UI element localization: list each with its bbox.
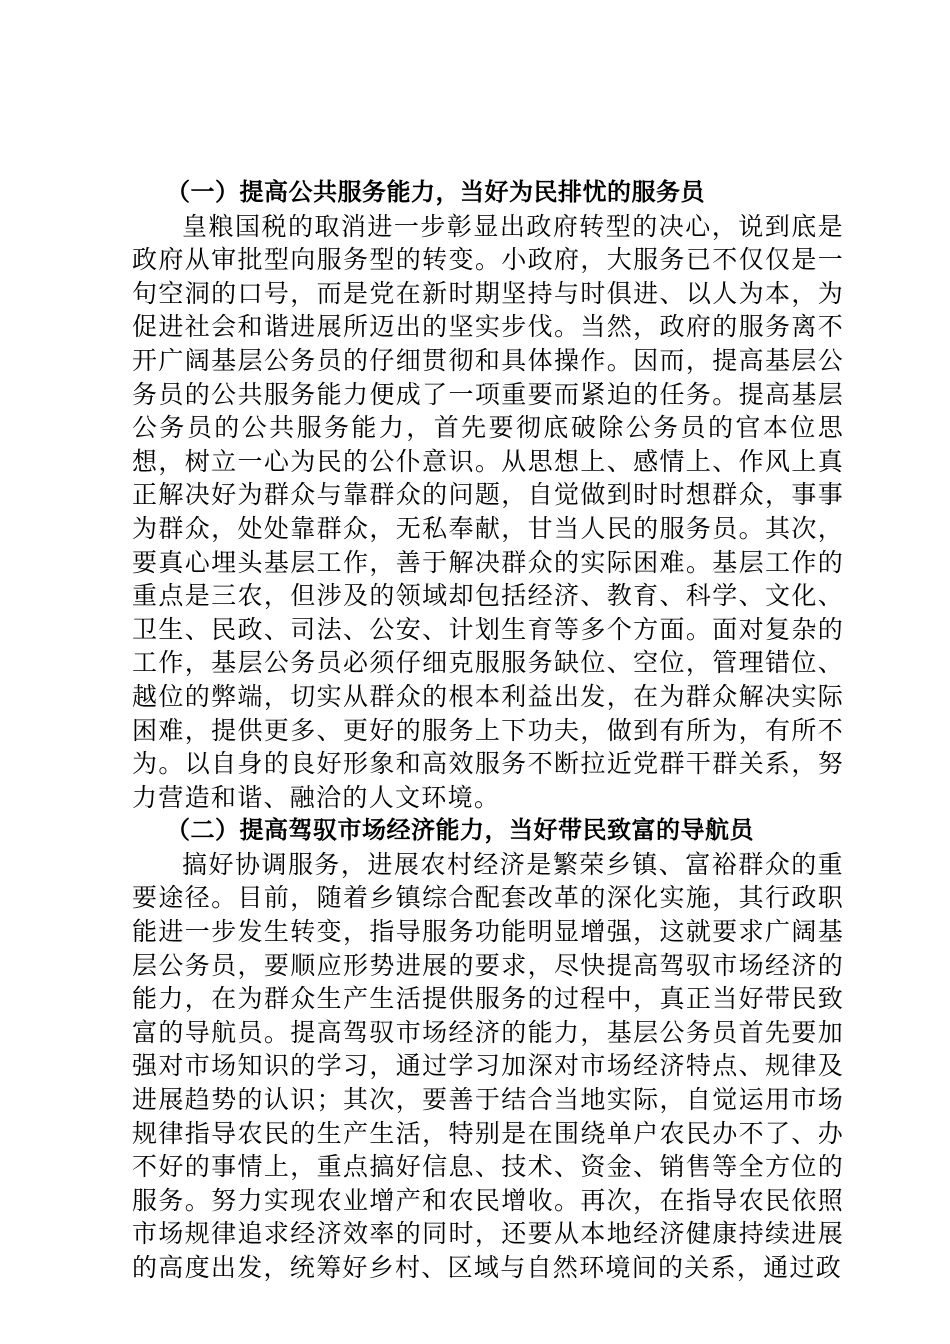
document-body [132, 176, 844, 1285]
section-2-paragraph: 搞好协调服务，进展农村经济是繁荣乡镇、富裕群众的重要途径。目前，随着乡镇综合配套改革的深化实施，其行政职能进一步发生转变，指导服务功能明显增强，这就要求广阔基层公务员，要顺应形势进展的要求，尽快提高驾驭市场经济的能力，在为群众生产生活提供服务的过程中，真正当好带民致富的导航员。提高驾驭市场经济的能力，基层公务员首先要加强对市场知识的学习，通过学习加深对市场经济特点、规律及进展趋势的认识；其次，要善于结合当地实际，自觉运用市场规律指导农民的生产生活，特别是在围绕单户农民办不了、办不好的事情上，重点搞好信息、技术、资金、销售等全方位的服务。努力实现农业增产和农民增收。再次，在指导农民依照市场规律追求经济效率的同时，还要从本地经济健康持续进展的高度出发，统筹好乡村、区域与自然环境间的关系，通过政 [132, 849, 844, 1282]
section-2-heading: （二）提高驾驭市场经济能力，当好带民致富的导航员 [166, 816, 754, 845]
section-1-paragraph: 皇粮国税的取消进一步彰显出政府转型的决心，说到底是政府从审批型向服务型的转变。小政府，大服务已不仅仅是一句空洞的口号，而是党在新时期坚持与时俱进、以人为本，为促进社会和谐进展所迈出的坚实步伐。当然，政府的服务离不开广阔基层公务员的仔细贯彻和具体操作。因而，提高基层公务员的公共服务能力便成了一项重要而紧迫的任务。提高基层公务员的公共服务能力，首先要彻底破除公务员的官本位思想，树立一心为民的公仆意识。从思想上、感情上、作风上真正解决好为群众与靠群众的问题，自觉做到时时想群众，事事为群众，处处靠群众，无私奉献，甘当人民的服务员。其次，要真心埋头基层工作，善于解决群众的实际困难。基层工作的重点是三农，但涉及的领域却包括经济、教育、科学、文化、卫生、民政、司法、公安、计划生育等多个方面。面对复杂的工作，基层公务员必须仔细克服服务缺位、空位，管理错位、越位的弊端，切实从群众的根本利益出发，在为群众解决实际困难，提供更多、更好的服务上下功夫，做到有所为，有所不为。以自身的良好形象和高效服务不断拉近党群干群关系，努力营造和谐、融洽的人文环境。 [132, 211, 844, 812]
section-1-heading: （一）提高公共服务能力，当好为民排忧的服务员 [166, 178, 705, 206]
